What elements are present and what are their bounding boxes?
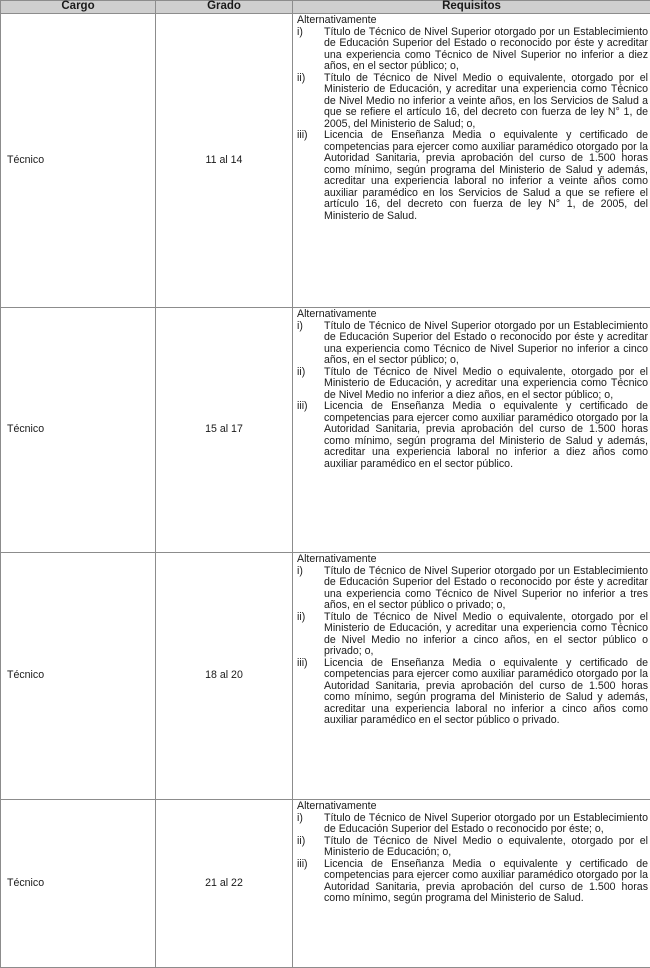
requirement-item: [297, 612, 648, 658]
requisitos-cell: [293, 308, 650, 553]
item-number: i): [297, 25, 303, 38]
grado-cell: 21 al 22: [156, 800, 293, 968]
item-text: Licencia de Enseñanza Media o equivalente y certificado de competencias para ejercer como auxiliar paramédico otorgado por la Autoridad Sanitaria, previa aprobación del curso de 1.500 horas como mínimo, según programa del Ministerio de Salud.: [324, 857, 648, 904]
item-number: iii): [297, 129, 308, 141]
item-text: Título de Técnico de Nivel Medio o equivalente, otorgado por el Ministerio de Educación; o,: [324, 834, 648, 858]
requirement-item: [297, 836, 648, 859]
item-text: Título de Técnico de Nivel Medio o equivalente, otorgado por el Ministerio de Educación, y acreditar una experiencia como Técnico de Nivel Medio no inferior a cinco años, en el sector público o privado; o,: [324, 610, 648, 657]
requirement-item: [297, 658, 648, 727]
requirement-item: [297, 27, 648, 73]
requirement-item: [297, 813, 648, 836]
table-row: [1, 14, 650, 308]
requirement-item: [297, 566, 648, 612]
alternativamente-label: Alternativamente: [297, 308, 377, 320]
table-header-row: [1, 1, 650, 14]
header-cargo: Cargo: [1, 1, 156, 14]
alternativamente-label: Alternativamente: [297, 800, 377, 812]
requirement-item: [297, 73, 648, 131]
grado-cell: 18 al 20: [156, 553, 293, 800]
requisitos-cell: [293, 14, 650, 308]
item-number: ii): [297, 365, 306, 378]
item-number: ii): [297, 610, 306, 623]
alternativamente-label: Alternativamente: [297, 553, 377, 565]
requirement-item: [297, 321, 648, 367]
item-number: ii): [297, 834, 306, 847]
requisitos-cell: [293, 553, 650, 800]
item-text: Título de Técnico de Nivel Medio o equivalente, otorgado por el Ministerio de Educación, y acreditar una experiencia como Técnico de Nivel Medio no inferior a veinte años, en los Servicios de Salud a que se refiere el artículo 16, del decreto con fuerza de ley N° 1, de 2005, del Ministerio de Salud; o,: [324, 71, 648, 130]
header-requisitos: Requisitos: [293, 1, 650, 14]
cargo-cell: Técnico: [1, 800, 156, 968]
item-number: ii): [297, 71, 306, 84]
item-text: Título de Técnico de Nivel Superior otorgado por un Establecimiento de Educación Superior del Estado o reconocido por éste; o,: [324, 811, 648, 835]
cargo-cell: Técnico: [1, 553, 156, 800]
requirement-item: [297, 859, 648, 905]
cargo-cell: Técnico: [1, 308, 156, 553]
grado-cell: 15 al 17: [156, 308, 293, 553]
header-grado: Grado: [156, 1, 293, 14]
item-text: Título de Técnico de Nivel Superior otorgado por un Establecimiento de Educación Superior del Estado o reconocido por éste y acreditar una experiencia como Técnico de Nivel Superior no inferior a tres años, en el sector público o privado; o,: [324, 564, 648, 611]
item-text: Licencia de Enseñanza Media o equivalente y certificado de competencias para ejercer como auxiliar paramédico otorgado por la Autoridad Sanitaria, previa aprobación del curso de 1.500 horas como mínimo, según programa del Ministerio de Salud y además, acreditar una experiencia laboral no inferior a diez años como auxiliar paramédico en el sector público.: [324, 400, 648, 470]
item-number: i): [297, 811, 303, 824]
item-text: Licencia de Enseñanza Media o equivalente y certificado de competencias para ejercer como auxiliar paramédico otorgado por la Autoridad Sanitaria, previa aprobación del curso de 1.500 horas como mínimo, según programa del Ministerio de Salud y además, acreditar una experiencia laboral no inferior a veinte años como auxiliar paramédico en los Servicios de Salud a que se refiere el artículo 16, del decreto con fuerza de ley N° 1, de 2005, del Ministerio de Salud.: [324, 129, 648, 222]
item-text: Título de Técnico de Nivel Superior otorgado por un Establecimiento de Educación Superior del Estado o reconocido por éste y acreditar una experiencia como Técnico de Nivel Superior no inferior a diez años, en el sector público; o,: [324, 25, 648, 72]
alternativamente-label: Alternativamente: [297, 14, 377, 26]
grado-cell: 11 al 14: [156, 14, 293, 308]
item-number: i): [297, 319, 303, 332]
table-row: [1, 553, 650, 800]
item-text: Licencia de Enseñanza Media o equivalente y certificado de competencias para ejercer como auxiliar paramédico otorgado por la Autoridad Sanitaria, previa aprobación del curso de 1.500 horas como mínimo, según programa del Ministerio de Salud y además, acreditar una experiencia laboral no inferior a cinco años como auxiliar paramédico en el sector público o privado.: [324, 656, 648, 726]
requirement-item: [297, 367, 648, 402]
table-row: [1, 800, 650, 968]
cargo-cell: Técnico: [1, 14, 156, 308]
item-text: Título de Técnico de Nivel Superior otorgado por un Establecimiento de Educación Superior del Estado o reconocido por éste y acreditar una experiencia como Técnico de Nivel Superior no inferior a cinco años, en el sector público; o,: [324, 319, 648, 366]
requisitos-cell: [293, 800, 650, 968]
item-text: Título de Técnico de Nivel Medio o equivalente, otorgado por el Ministerio de Educación, y acreditar una experiencia como Técnico de Nivel Medio no inferior a diez años, en el sector público; o,: [324, 365, 648, 401]
item-number: iii): [297, 656, 308, 669]
item-number: iii): [297, 857, 308, 870]
table-row: [1, 308, 650, 553]
requirement-item: [297, 130, 648, 222]
item-number: i): [297, 564, 303, 577]
requirement-item: [297, 401, 648, 470]
item-number: iii): [297, 400, 308, 412]
